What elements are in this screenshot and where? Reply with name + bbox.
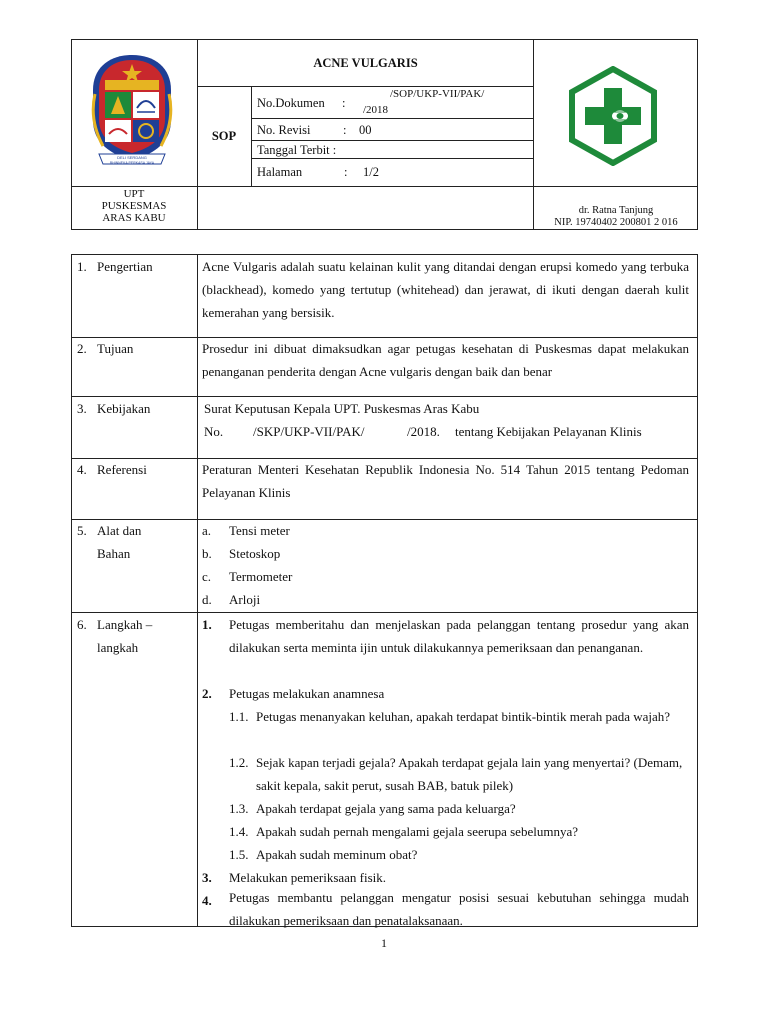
revision-value: 00 [359,123,372,137]
org-line-3: ARAS KABU [102,212,166,224]
step-number: 3. [202,870,212,885]
step-number: 1. [202,617,212,632]
issue-date-label: Tanggal Terbit : [257,143,337,157]
section-3-number: 3. [77,401,87,416]
list-item: Termometer [229,569,293,584]
puskesmas-logo [568,66,658,166]
regional-seal-logo [85,50,179,176]
section-5-label-2: Bahan [97,546,131,561]
step-number: 4. [202,893,212,908]
substep-text: Sejak kapan terjadi gejala? Apakah terdapat gejala lain yang menyertai? (Demam, sakit kepala, sakit perut, susah BAB, batuk pilek) [256,755,683,793]
section-6-number: 6. [77,617,87,632]
revision-separator: : [343,123,347,137]
step-text: Petugas memberitahu dan menjelaskan pada pelanggan tentang prosedur yang akan dilakukan serta meminta ijin untuk dilakukannya pemeriksaan dan penanganan. [229,617,689,655]
section-6-label-2: langkah [97,640,139,655]
org-line-1: UPT [123,188,145,200]
seal-text: DELI SERDANG [117,155,147,160]
section-1-number: 1. [77,259,87,274]
substep-number: 1.1. [229,709,249,724]
substep-text: Apakah sudah pernah mengalami gejala seerupa sebelumnya? [256,824,578,839]
list-item-letter: d. [202,592,212,607]
page-label: Halaman [257,165,303,179]
seal-banner: BHINNEKA PERKASA JAYA [109,161,155,165]
doc-number-value-2: /2018 [363,104,389,116]
list-item-letter: c. [202,569,212,584]
org-line-2: PUSKESMAS [101,200,167,212]
page-number: 1 [381,936,387,950]
section-5-label-1: Alat dan [97,523,142,538]
section-3-no-label: No. [204,424,224,439]
doc-number-value-1: /SOP/UKP-VII/PAK/ [390,88,485,100]
section-2-number: 2. [77,341,87,356]
step-text: Melakukan pemeriksaan fisik. [229,870,387,885]
section-3-label: Kebijakan [97,401,151,416]
substep-text: Apakah sudah meminum obat? [256,847,418,862]
list-item: Stetoskop [229,546,281,561]
substep-text: Petugas menanyakan keluhan, apakah terdapat bintik-bintik merah pada wajah? [256,709,671,724]
doc-number-label: No.Dokumen [257,96,325,110]
substep-text: Apakah terdapat gejala yang sama pada keluarga? [256,801,516,816]
section-4-text: Peraturan Menteri Kesehatan Republik Indonesia No. 514 Tahun 2015 tentang Pedoman Pelayanan Klinis [202,462,689,500]
substep-number: 1.5. [229,847,249,862]
step-number: 2. [202,686,212,701]
document-title: ACNE VULGARIS [313,56,418,70]
step-text: Petugas membantu pelanggan mengatur posisi sesuai kebutuhan sehingga mudah dilakukan pemeriksaan dan penatalaksanaan. [229,890,689,928]
substep-number: 1.3. [229,801,249,816]
substep-number: 1.2. [229,755,249,770]
section-1-label: Pengertian [97,259,153,274]
page-value: 1/2 [363,165,379,179]
section-4-label: Referensi [97,462,147,477]
signer-nip: NIP. 19740402 200801 2 016 [554,217,678,228]
substep-number: 1.4. [229,824,249,839]
section-3-line-1: Surat Keputusan Kepala UPT. Puskesmas Aras Kabu [204,401,480,416]
section-3-decree-number: /SKP/UKP-VII/PAK/ [253,424,365,439]
list-item: Tensi meter [229,523,290,538]
page-separator: : [344,165,348,179]
revision-label: No. Revisi [257,123,311,137]
section-6-label-1: Langkah – [97,617,153,632]
section-2-label: Tujuan [97,341,134,356]
section-1-text: Acne Vulgaris adalah suatu kelainan kulit yang ditandai dengan erupsi komedo yang terbuka (blackhead), komedo yang tertutup (whitehead) dan jerawat, di ikuti dengan daerah kulit kemerahan yang bersisik. [202,259,689,320]
list-item: Arloji [229,592,261,607]
section-2-text: Prosedur ini dibuat dimaksudkan agar petugas kesehatan di Puskesmas dapat melakukan penanganan penderita dengan Acne vulgaris dengan baik dan benar [202,341,689,379]
sop-label: SOP [211,129,237,143]
list-item-letter: a. [202,523,212,538]
section-5-number: 5. [77,523,87,538]
step-text: Petugas melakukan anamnesa [229,686,385,701]
section-3-decree-subject: tentang Kebijakan Pelayanan Klinis [455,424,642,439]
section-4-number: 4. [77,462,87,477]
list-item-letter: b. [202,546,212,561]
signer-name: dr. Ratna Tanjung [578,205,654,216]
doc-number-separator: : [342,96,346,110]
section-3-decree-year: /2018. [407,424,440,439]
